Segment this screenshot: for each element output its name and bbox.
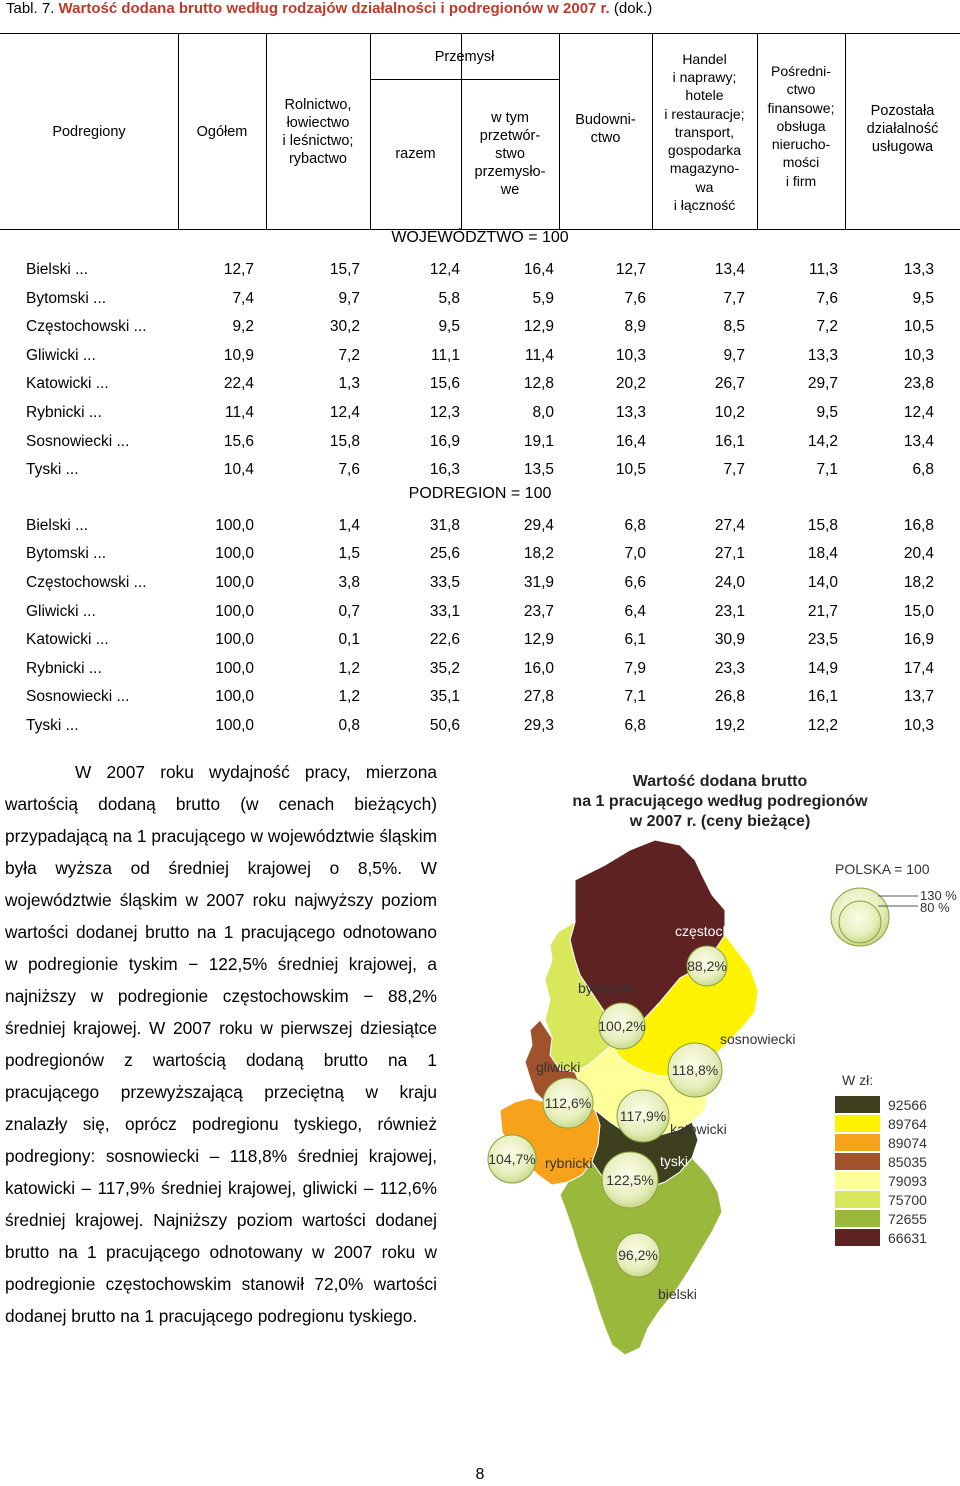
pct-czestochowski: 88,2% xyxy=(687,958,727,974)
cell-value: 35,1 xyxy=(429,688,460,706)
color-legend xyxy=(835,1096,927,1246)
cell-value: 12,4 xyxy=(903,404,934,421)
cell-value: 15,6 xyxy=(429,375,460,393)
cell-value: 13,4 xyxy=(903,432,934,450)
cell-value: 16,9 xyxy=(429,432,460,450)
cell-value: 27,1 xyxy=(714,545,745,563)
table-header xyxy=(0,33,960,230)
legend-value: 79093 xyxy=(888,1173,927,1189)
cell-value: 3,8 xyxy=(338,574,360,591)
cell-value: 9,7 xyxy=(723,346,745,364)
cell-value: 16,9 xyxy=(903,631,934,649)
cell-value: 6,6 xyxy=(624,574,646,591)
table-row xyxy=(0,399,960,427)
cell-value: 15,7 xyxy=(329,261,360,278)
legend-130-label: 130 % xyxy=(920,888,957,903)
cell-value: 6,8 xyxy=(624,717,646,734)
cell-value: 20,2 xyxy=(615,375,646,393)
cell-value: 7,6 xyxy=(816,289,838,307)
row-name: Bytomski ... xyxy=(26,289,107,307)
cell-value: 26,8 xyxy=(714,688,745,706)
cell-value: 12,2 xyxy=(807,717,838,734)
cell-value: 6,1 xyxy=(624,631,646,649)
map-title: Wartość dodana brutto na 1 pracującego według podregionów w 2007 r. (ceny bieżące) xyxy=(572,773,868,830)
cell-value: 22,4 xyxy=(223,375,254,393)
pct-katowicki: 117,9% xyxy=(619,1108,667,1124)
cell-value: 10,9 xyxy=(223,346,254,364)
legend-swatch xyxy=(835,1096,880,1113)
cell-value: 7,2 xyxy=(338,346,360,364)
cell-value: 6,8 xyxy=(624,516,646,534)
pct-gliwicki: 112,6% xyxy=(544,1095,592,1111)
cell-value: 24,0 xyxy=(714,574,745,591)
cell-value: 7,1 xyxy=(624,688,646,706)
cell-value: 100,0 xyxy=(215,659,254,677)
cell-value: 11,4 xyxy=(224,404,254,421)
description-paragraph xyxy=(5,756,437,1332)
cell-value: 33,1 xyxy=(429,602,460,620)
cell-value: 13,5 xyxy=(523,461,554,479)
row-name: Tyski ... xyxy=(26,461,79,479)
cell-value: 23,5 xyxy=(807,631,838,649)
header-przetworstwo: w tym przetwór- stwo przemysło- we xyxy=(474,110,546,198)
cell-value: 10,3 xyxy=(903,717,934,734)
cell-value: 25,6 xyxy=(429,545,460,563)
cell-value: 1,2 xyxy=(338,688,360,706)
legend-value: 89764 xyxy=(888,1116,927,1132)
cell-value: 35,2 xyxy=(429,659,460,677)
legend-swatch xyxy=(835,1172,880,1189)
table-row xyxy=(0,655,960,683)
cell-value: 13,3 xyxy=(807,346,838,364)
legend-swatch xyxy=(835,1153,880,1170)
cell-value: 8,0 xyxy=(532,404,554,421)
cell-value: 23,8 xyxy=(903,375,934,393)
cell-value: 15,6 xyxy=(223,432,254,450)
cell-value: 10,3 xyxy=(903,346,934,364)
cell-value: 13,7 xyxy=(903,688,934,706)
legend-value: 85035 xyxy=(888,1154,927,1170)
legend-value: 66631 xyxy=(888,1230,927,1246)
label-gliwicki: gliwicki xyxy=(536,1059,581,1075)
legend-80-label: 80 % xyxy=(920,900,950,915)
label-bielski: bielski xyxy=(658,1286,697,1302)
choropleth-map xyxy=(480,840,960,1440)
label-bytomski: bytomski xyxy=(578,980,634,996)
cell-value: 18,2 xyxy=(903,574,934,591)
cell-value: 26,7 xyxy=(714,375,745,393)
cell-value: 27,8 xyxy=(523,688,554,706)
pct-bytomski: 100,2% xyxy=(598,1018,646,1034)
cell-value: 23,7 xyxy=(523,602,554,620)
cell-value: 12,9 xyxy=(523,318,554,336)
cell-value: 12,7 xyxy=(223,261,254,278)
cell-value: 12,4 xyxy=(429,261,460,278)
legend-swatch xyxy=(835,1134,880,1151)
table-title-text: Wartość dodana brutto według rodzajów działalności i podregionów w 2007 r. xyxy=(58,0,610,17)
cell-value: 10,5 xyxy=(903,318,934,336)
header-posrednictwo: Pośredni- ctwo finansowe; obsługa nierucho- mości i firm xyxy=(767,63,835,189)
legend-swatch xyxy=(835,1210,880,1227)
cell-value: 21,7 xyxy=(807,602,838,620)
cell-value: 16,4 xyxy=(615,432,646,450)
cell-value: 13,4 xyxy=(714,261,745,278)
cell-value: 18,4 xyxy=(807,545,838,563)
cell-value: 31,9 xyxy=(523,574,554,591)
legend-value: 89074 xyxy=(888,1135,927,1151)
table-row xyxy=(0,285,960,313)
cell-value: 9,5 xyxy=(438,318,460,336)
row-name: Sosnowiecki ... xyxy=(26,688,130,706)
legend-circle-80 xyxy=(839,901,881,943)
cell-value: 31,8 xyxy=(429,516,460,534)
cell-value: 16,0 xyxy=(523,659,554,677)
cell-value: 15,8 xyxy=(329,432,360,450)
cell-value: 33,5 xyxy=(429,574,460,591)
cell-value: 7,7 xyxy=(723,461,745,479)
row-name: Tyski ... xyxy=(26,717,79,734)
pct-tyski: 122,5% xyxy=(606,1172,654,1188)
polska-label: POLSKA = 100 xyxy=(835,861,930,877)
cell-value: 7,9 xyxy=(624,659,646,677)
cell-value: 0,1 xyxy=(338,631,360,649)
cell-value: 23,1 xyxy=(714,602,745,620)
cell-value: 7,1 xyxy=(816,461,838,479)
cell-value: 10,2 xyxy=(714,404,745,421)
cell-value: 29,4 xyxy=(523,516,554,534)
cell-value: 5,8 xyxy=(438,289,460,307)
cell-value: 5,9 xyxy=(532,289,554,307)
pct-rybnicki: 104,7% xyxy=(488,1151,536,1167)
table-row xyxy=(0,370,960,398)
header-rolnictwo: Rolnictwo, łowiectwo i leśnictwo; rybactwo xyxy=(282,96,354,167)
table-row xyxy=(0,540,960,568)
row-name: Bielski ... xyxy=(26,516,89,534)
header-razem: razem xyxy=(395,146,436,162)
row-name: Katowicki ... xyxy=(26,631,109,649)
table-row xyxy=(0,712,960,740)
legend-swatch xyxy=(835,1191,880,1208)
cell-value: 12,9 xyxy=(523,631,554,649)
row-name: Rybnicki ... xyxy=(26,659,102,677)
row-name: Rybnicki ... xyxy=(26,404,102,421)
cell-value: 8,5 xyxy=(723,318,745,336)
cell-value: 16,4 xyxy=(523,261,554,278)
table-number: Tabl. 7. xyxy=(6,0,55,17)
cell-value: 100,0 xyxy=(215,516,254,534)
cell-value: 10,4 xyxy=(223,461,254,479)
cell-value: 10,3 xyxy=(615,346,646,364)
header-handel: Handel i naprawy; hotele i restauracje; transport, gospodarka magazyno- wa i łączność xyxy=(664,51,745,213)
cell-value: 12,7 xyxy=(615,261,646,278)
row-name: Bielski ... xyxy=(26,261,89,278)
cell-value: 15,0 xyxy=(903,602,934,620)
legend-value: 72655 xyxy=(888,1211,927,1227)
cell-value: 14,9 xyxy=(807,659,838,677)
cell-value: 100,0 xyxy=(215,602,254,620)
cell-value: 14,0 xyxy=(807,574,838,591)
table-row xyxy=(0,569,960,597)
header-ogolem: Ogółem xyxy=(196,123,248,140)
row-name: Gliwicki ... xyxy=(26,602,96,620)
label-czestochowski: częstochowski xyxy=(675,923,766,939)
legend-swatch xyxy=(835,1229,880,1246)
table-row xyxy=(0,683,960,711)
cell-value: 12,8 xyxy=(523,375,554,393)
cell-value: 6,4 xyxy=(624,602,646,620)
cell-value: 100,0 xyxy=(215,574,254,591)
cell-value: 8,9 xyxy=(624,318,646,336)
cell-value: 16,3 xyxy=(429,461,460,479)
row-name: Sosnowiecki ... xyxy=(26,432,130,450)
cell-value: 20,4 xyxy=(903,545,934,563)
cell-value: 1,5 xyxy=(338,545,360,563)
cell-value: 7,4 xyxy=(232,289,254,307)
table-row xyxy=(0,626,960,654)
cell-value: 100,0 xyxy=(215,717,254,734)
cell-value: 7,2 xyxy=(816,318,838,336)
cell-value: 11,4 xyxy=(524,346,554,364)
cell-value: 0,8 xyxy=(338,717,360,734)
cell-value: 1,2 xyxy=(338,659,360,677)
row-name: Gliwicki ... xyxy=(26,346,96,364)
row-name: Katowicki ... xyxy=(26,375,109,393)
row-name: Częstochowski ... xyxy=(26,318,147,336)
label-sosnowiecki: sosnowiecki xyxy=(720,1031,796,1047)
header-budownictwo: Budowni- ctwo xyxy=(575,112,636,146)
row-name: Bytomski ... xyxy=(26,545,107,563)
cell-value: 1,3 xyxy=(338,375,360,393)
legend-swatch xyxy=(835,1115,880,1132)
cell-value: 0,7 xyxy=(338,602,360,620)
cell-value: 1,4 xyxy=(338,516,360,534)
cell-value: 100,0 xyxy=(215,545,254,563)
cell-value: 30,2 xyxy=(329,318,360,336)
section-title: WOJEWÓDZTWO = 100 xyxy=(391,229,569,246)
row-name: Częstochowski ... xyxy=(26,574,147,591)
cell-value: 9,7 xyxy=(338,289,360,307)
header-pozostala: Pozostała działalność usługowa xyxy=(866,103,939,155)
cell-value: 12,3 xyxy=(429,404,460,421)
cell-value: 12,4 xyxy=(329,404,360,421)
legend-title: W zł: xyxy=(842,1072,874,1088)
pct-sosnowiecki: 118,8% xyxy=(671,1062,719,1078)
cell-value: 22,6 xyxy=(429,631,460,649)
cell-value: 19,1 xyxy=(523,432,554,450)
cell-value: 16,8 xyxy=(903,516,934,534)
cell-value: 15,8 xyxy=(807,516,838,534)
table-row xyxy=(0,456,960,484)
cell-value: 14,2 xyxy=(807,432,838,450)
label-katowicki: katowicki xyxy=(670,1121,727,1137)
cell-value: 16,1 xyxy=(807,688,838,706)
legend-value: 75700 xyxy=(888,1192,927,1208)
header-przemysl: Przemysł xyxy=(434,48,495,65)
cell-value: 19,2 xyxy=(714,717,745,734)
cell-value: 7,7 xyxy=(723,289,745,307)
label-rybnicki: rybnicki xyxy=(545,1155,593,1171)
cell-value: 23,3 xyxy=(714,659,745,677)
cell-value: 29,7 xyxy=(807,375,838,393)
cell-value: 30,9 xyxy=(714,631,745,649)
cell-value: 10,5 xyxy=(615,461,646,479)
table-title xyxy=(6,0,652,18)
table-row xyxy=(0,512,960,540)
cell-value: 100,0 xyxy=(215,688,254,706)
cell-value: 11,1 xyxy=(430,346,460,364)
table-row xyxy=(0,313,960,341)
cell-value: 7,6 xyxy=(624,289,646,307)
section-title: PODREGION = 100 xyxy=(408,484,552,502)
table-row xyxy=(0,256,960,284)
cell-value: 16,1 xyxy=(714,432,745,450)
cell-value: 9,5 xyxy=(912,289,934,307)
header-podregiony: Podregiony xyxy=(52,123,126,140)
cell-value: 17,4 xyxy=(903,659,934,677)
cell-value: 13,3 xyxy=(615,404,646,421)
table-row xyxy=(0,598,960,626)
cell-value: 9,5 xyxy=(816,404,838,421)
cell-value: 50,6 xyxy=(429,717,460,734)
cell-value: 29,3 xyxy=(523,717,554,734)
page-number: 8 xyxy=(475,1466,485,1483)
cell-value: 18,2 xyxy=(523,545,554,563)
legend-value: 92566 xyxy=(888,1097,927,1113)
table-continued-note: (dok.) xyxy=(613,0,653,17)
paragraph-text: W 2007 roku wydajność pracy, mierzona wartością dodaną brutto (w cenach bieżących) przypadającą na 1 pracującego w województwie śląskim była wyższa od średniej krajowej o 8,5%. W województwie śląskim w 2007 roku najwyższy poziom wartości dodanej brutto na 1 pracującego odnotowano w podregionie tyskim − 122,5% średniej krajowej, a najniższy w podregionie częstochowskim − 88,2% średniej krajowej. W 2007 roku w pierwszej dziesiątce podregionów z wartością dodaną brutto na 1 pracującego przewyższającą przeciętną w kraju znalazły się, oprócz podregionu tyskiego, również podregiony: sosnowiecki – 118,8% średniej krajowej, katowicki – 117,9% średniej krajowej, gliwicki – 112,6% średniej krajowej. Najniższy poziom wartości dodanej brutto na 1 pracującego odnotowany w 2007 roku w podregionie częstochowskim stanowił 72,0% wartości dodanej brutto na 1 pracującego podregionu tyskiego. xyxy=(5,762,437,1326)
cell-value: 27,4 xyxy=(714,516,745,534)
cell-value: 6,8 xyxy=(912,461,934,479)
table-row xyxy=(0,428,960,456)
cell-value: 13,3 xyxy=(903,261,934,278)
cell-value: 7,6 xyxy=(338,461,360,479)
cell-value: 7,0 xyxy=(624,545,646,563)
table-row xyxy=(0,342,960,370)
cell-value: 100,0 xyxy=(215,631,254,649)
pct-bielski: 96,2% xyxy=(618,1247,658,1263)
cell-value: 9,2 xyxy=(232,318,254,336)
cell-value: 11,3 xyxy=(808,261,838,278)
label-tyski: tyski xyxy=(660,1153,688,1169)
